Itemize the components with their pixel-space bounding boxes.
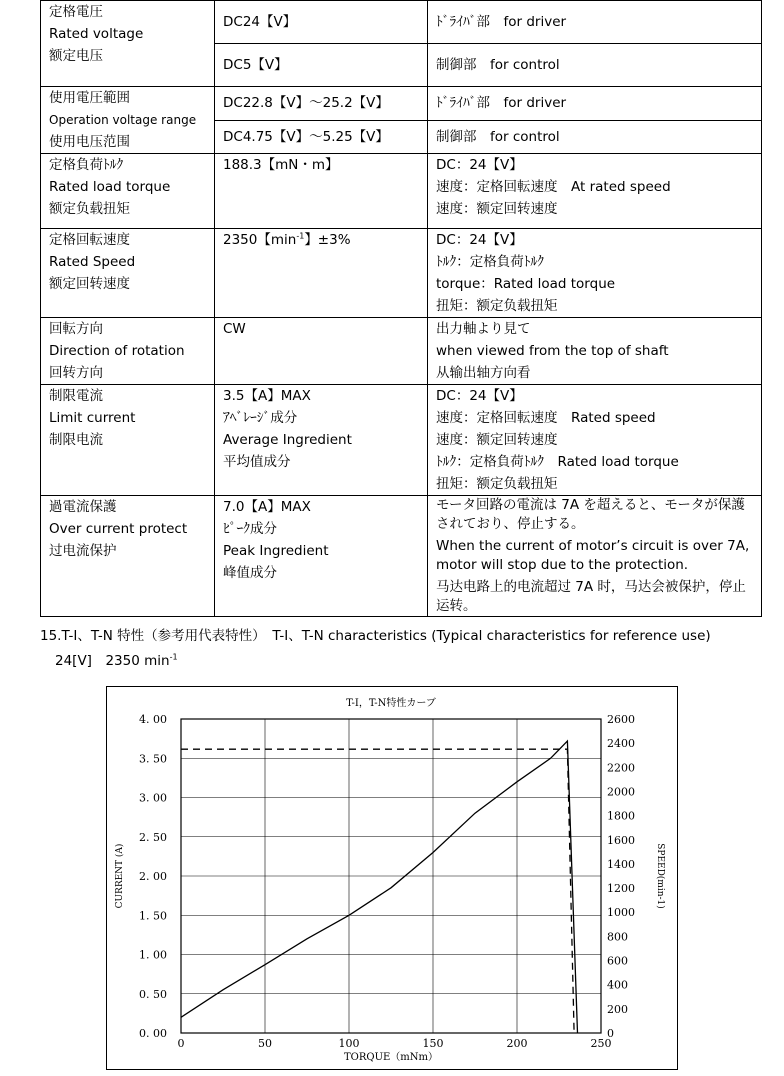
spec-note-line: 从输出轴方向看 [436, 365, 531, 381]
spec-value [215, 496, 428, 617]
spec-note-line: 制御部 for control [436, 128, 560, 145]
spec-note [428, 318, 762, 385]
spec-note [428, 44, 762, 87]
y-right-tick-label: 400 [607, 978, 628, 992]
x-tick-label: 50 [258, 1037, 272, 1050]
spec-note [428, 120, 762, 154]
spec-note-line: DC：24【V】 [436, 232, 523, 248]
x-tick-label: 150 [422, 1037, 444, 1050]
spec-item-line: Rated Speed [49, 254, 136, 270]
spec-value-line: Average Ingredient [223, 432, 352, 448]
x-tick-label: 0 [177, 1037, 185, 1050]
spec-note-line: torque：Rated load torque [436, 276, 616, 292]
spec-item-line: Rated load torque [49, 179, 171, 195]
spec-item [41, 87, 215, 154]
spec-item [41, 229, 215, 318]
y-left-tick-label: 1. 00 [139, 948, 167, 962]
spec-row [41, 1, 762, 44]
y-right-tick-label: 200 [607, 1002, 628, 1016]
spec-value [215, 120, 428, 154]
spec-item-line: 回転方向 [49, 321, 103, 337]
test-condition [55, 649, 178, 669]
spec-item-line: Operation voltage range [49, 113, 197, 127]
y-right-tick-label: 1000 [607, 906, 635, 920]
chart-title: T-I，T-N特性カーブ [346, 698, 436, 709]
spec-row [41, 229, 762, 318]
y-left-tick-label: 3. 00 [139, 791, 167, 805]
y-right-tick-label: 1800 [607, 809, 635, 823]
spec-value [215, 87, 428, 121]
speed-value-text: 2350【min [223, 232, 297, 248]
spec-value-line: 3.5【A】MAX [223, 388, 311, 404]
spec-item-line: Rated voltage [49, 26, 144, 42]
spec-row [41, 496, 762, 617]
spec-note [428, 154, 762, 229]
spec-value-line: ﾋﾟｰｸ成分 [223, 521, 277, 537]
speed-curve [181, 749, 574, 1033]
spec-note-line: 制御部 for control [436, 57, 560, 73]
spec-note-line: 扭矩：额定负载扭矩 [436, 476, 558, 492]
spec-note-line: 马达电路上的电流超过 7A 时，马达会被保护，停止运转。 [436, 579, 746, 614]
spec-item [41, 496, 215, 617]
spec-note-line: ﾄﾙｸ：定格負荷ﾄﾙｸ Rated load torque [436, 454, 679, 470]
spec-value [215, 154, 428, 229]
y-left-tick-label: 1. 50 [139, 909, 167, 923]
spec-note-line: when viewed from the top of shaft [436, 343, 669, 359]
x-tick-label: 100 [338, 1037, 360, 1050]
spec-item-line: 使用电压范围 [49, 134, 130, 150]
spec-item [41, 1, 215, 87]
spec-item-line: Over current protect [49, 521, 188, 537]
spec-item-line: 额定电压 [49, 48, 103, 64]
spec-table [40, 0, 762, 617]
spec-note-line: ﾄﾞﾗｲﾊﾞ部 for driver [436, 14, 567, 30]
spec-note [428, 229, 762, 318]
spec-value-line: CW [223, 321, 246, 337]
spec-row [41, 318, 762, 385]
spec-row [41, 385, 762, 496]
x-tick-label: 200 [506, 1037, 528, 1050]
x-axis-label: TORQUE（mNm） [343, 1052, 439, 1063]
spec-item-line: 定格負荷ﾄﾙｸ [49, 157, 124, 173]
spec-item-line: 過電流保護 [49, 499, 117, 515]
y-right-tick-label: 1200 [607, 882, 635, 896]
y-right-tick-label: 1400 [607, 857, 635, 871]
spec-value-line: 平均值成分 [223, 454, 291, 470]
spec-item [41, 385, 215, 496]
y-left-tick-label: 4. 00 [139, 713, 167, 726]
spec-note-line: ﾄﾞﾗｲﾊﾞ部 for driver [436, 95, 567, 112]
spec-row [41, 87, 762, 121]
spec-item [41, 318, 215, 385]
y-left-tick-label: 0. 50 [139, 987, 167, 1001]
spec-value [215, 318, 428, 385]
spec-item-line: Limit current [49, 410, 136, 426]
spec-note-line: 速度：定格回転速度 Rated speed [436, 410, 656, 426]
spec-item-line: 过电流保护 [49, 543, 117, 559]
y-right-tick-label: 600 [607, 954, 628, 968]
spec-value-line: 峰值成分 [223, 565, 277, 581]
spec-note [428, 87, 762, 121]
spec-item-line: 定格電圧 [49, 4, 103, 20]
spec-item-line: 额定负载扭矩 [49, 201, 130, 217]
spec-note-line: 速度：额定回转速度 [436, 201, 558, 217]
spec-note-line: When the current of motor’s circuit is over 7A, motor will stop due to the protection. [436, 538, 750, 573]
x-tick-label: 250 [590, 1037, 612, 1050]
spec-item-line: 制限電流 [49, 388, 103, 404]
spec-value-line: Peak Ingredient [223, 543, 329, 559]
speed-tolerance: 】±3% [304, 232, 351, 248]
current-curve [181, 741, 578, 1033]
y-right-tick-label: 2000 [607, 785, 635, 799]
spec-note [428, 385, 762, 496]
spec-item-line: 额定回转速度 [49, 276, 130, 292]
speed-unit-exponent: -1 [296, 231, 305, 241]
spec-item-line: 使用電圧範囲 [49, 90, 130, 106]
spec-item-line: 回转方向 [49, 365, 103, 381]
y-right-tick-label: 2400 [607, 737, 635, 751]
y-right-tick-label: 0 [607, 1027, 614, 1040]
condition-exponent: -1 [169, 652, 178, 662]
spec-note-line: 扭矩：额定负载扭矩 [436, 298, 558, 314]
spec-note-line: 出力軸より見て [436, 321, 531, 337]
spec-value [215, 229, 428, 318]
spec-item-line: Direction of rotation [49, 343, 185, 359]
y-left-tick-label: 2. 00 [139, 870, 167, 883]
t-i-t-n-chart [107, 687, 677, 1069]
spec-note-line: 速度：定格回転速度 At rated speed [436, 179, 671, 195]
y-right-tick-label: 800 [607, 930, 628, 944]
y-right-tick-label: 2200 [607, 761, 635, 775]
spec-value-line: DC24【V】 [223, 14, 297, 30]
spec-note [428, 496, 762, 617]
spec-value-line: DC5【V】 [223, 57, 288, 73]
spec-item-line: 制限电流 [49, 432, 103, 448]
spec-value [215, 1, 428, 44]
spec-value-line [223, 229, 419, 251]
spec-note-line: 速度：额定回转速度 [436, 432, 558, 448]
spec-value-line: ｱﾍﾞﾚｰｼﾞ成分 [223, 410, 298, 426]
y-left-tick-label: 0. 00 [139, 1027, 167, 1040]
spec-value [215, 44, 428, 87]
spec-note-line: DC：24【V】 [436, 157, 523, 173]
spec-value [215, 385, 428, 496]
condition-text: 24[V] 2350 min [55, 653, 170, 669]
spec-note-line: DC：24【V】 [436, 388, 523, 404]
spec-item [41, 154, 215, 229]
spec-value-line: 188.3【mN・m】 [223, 157, 339, 173]
y-left-tick-label: 3. 50 [139, 752, 167, 766]
y-left-tick-label: 2. 50 [139, 830, 167, 844]
spec-row [41, 154, 762, 229]
y-right-tick-label: 1600 [607, 833, 635, 847]
spec-note-line: モータ回路の電流は 7A を超えると、モータが保護されており、停止する。 [436, 497, 745, 532]
spec-note [428, 1, 762, 44]
spec-value-line: DC22.8【V】～25.2【V】 [223, 95, 389, 112]
spec-item-line: 定格回転速度 [49, 232, 130, 248]
chart-frame [106, 686, 678, 1070]
y-left-axis-label: CURRENT (A) [115, 843, 125, 909]
spec-note-line: ﾄﾙｸ：定格負荷ﾄﾙｸ [436, 254, 544, 270]
section-heading: 15.T-I、T-N 特性（参考用代表特性） T-I、T-N characteristics (Typical characteristics for reference use) [40, 628, 711, 644]
spec-value-line: DC4.75【V】～5.25【V】 [223, 128, 389, 145]
spec-value-line: 7.0【A】MAX [223, 499, 311, 515]
y-right-tick-label: 2600 [607, 713, 635, 726]
y-right-axis-label: SPEED(min-1) [655, 843, 665, 909]
